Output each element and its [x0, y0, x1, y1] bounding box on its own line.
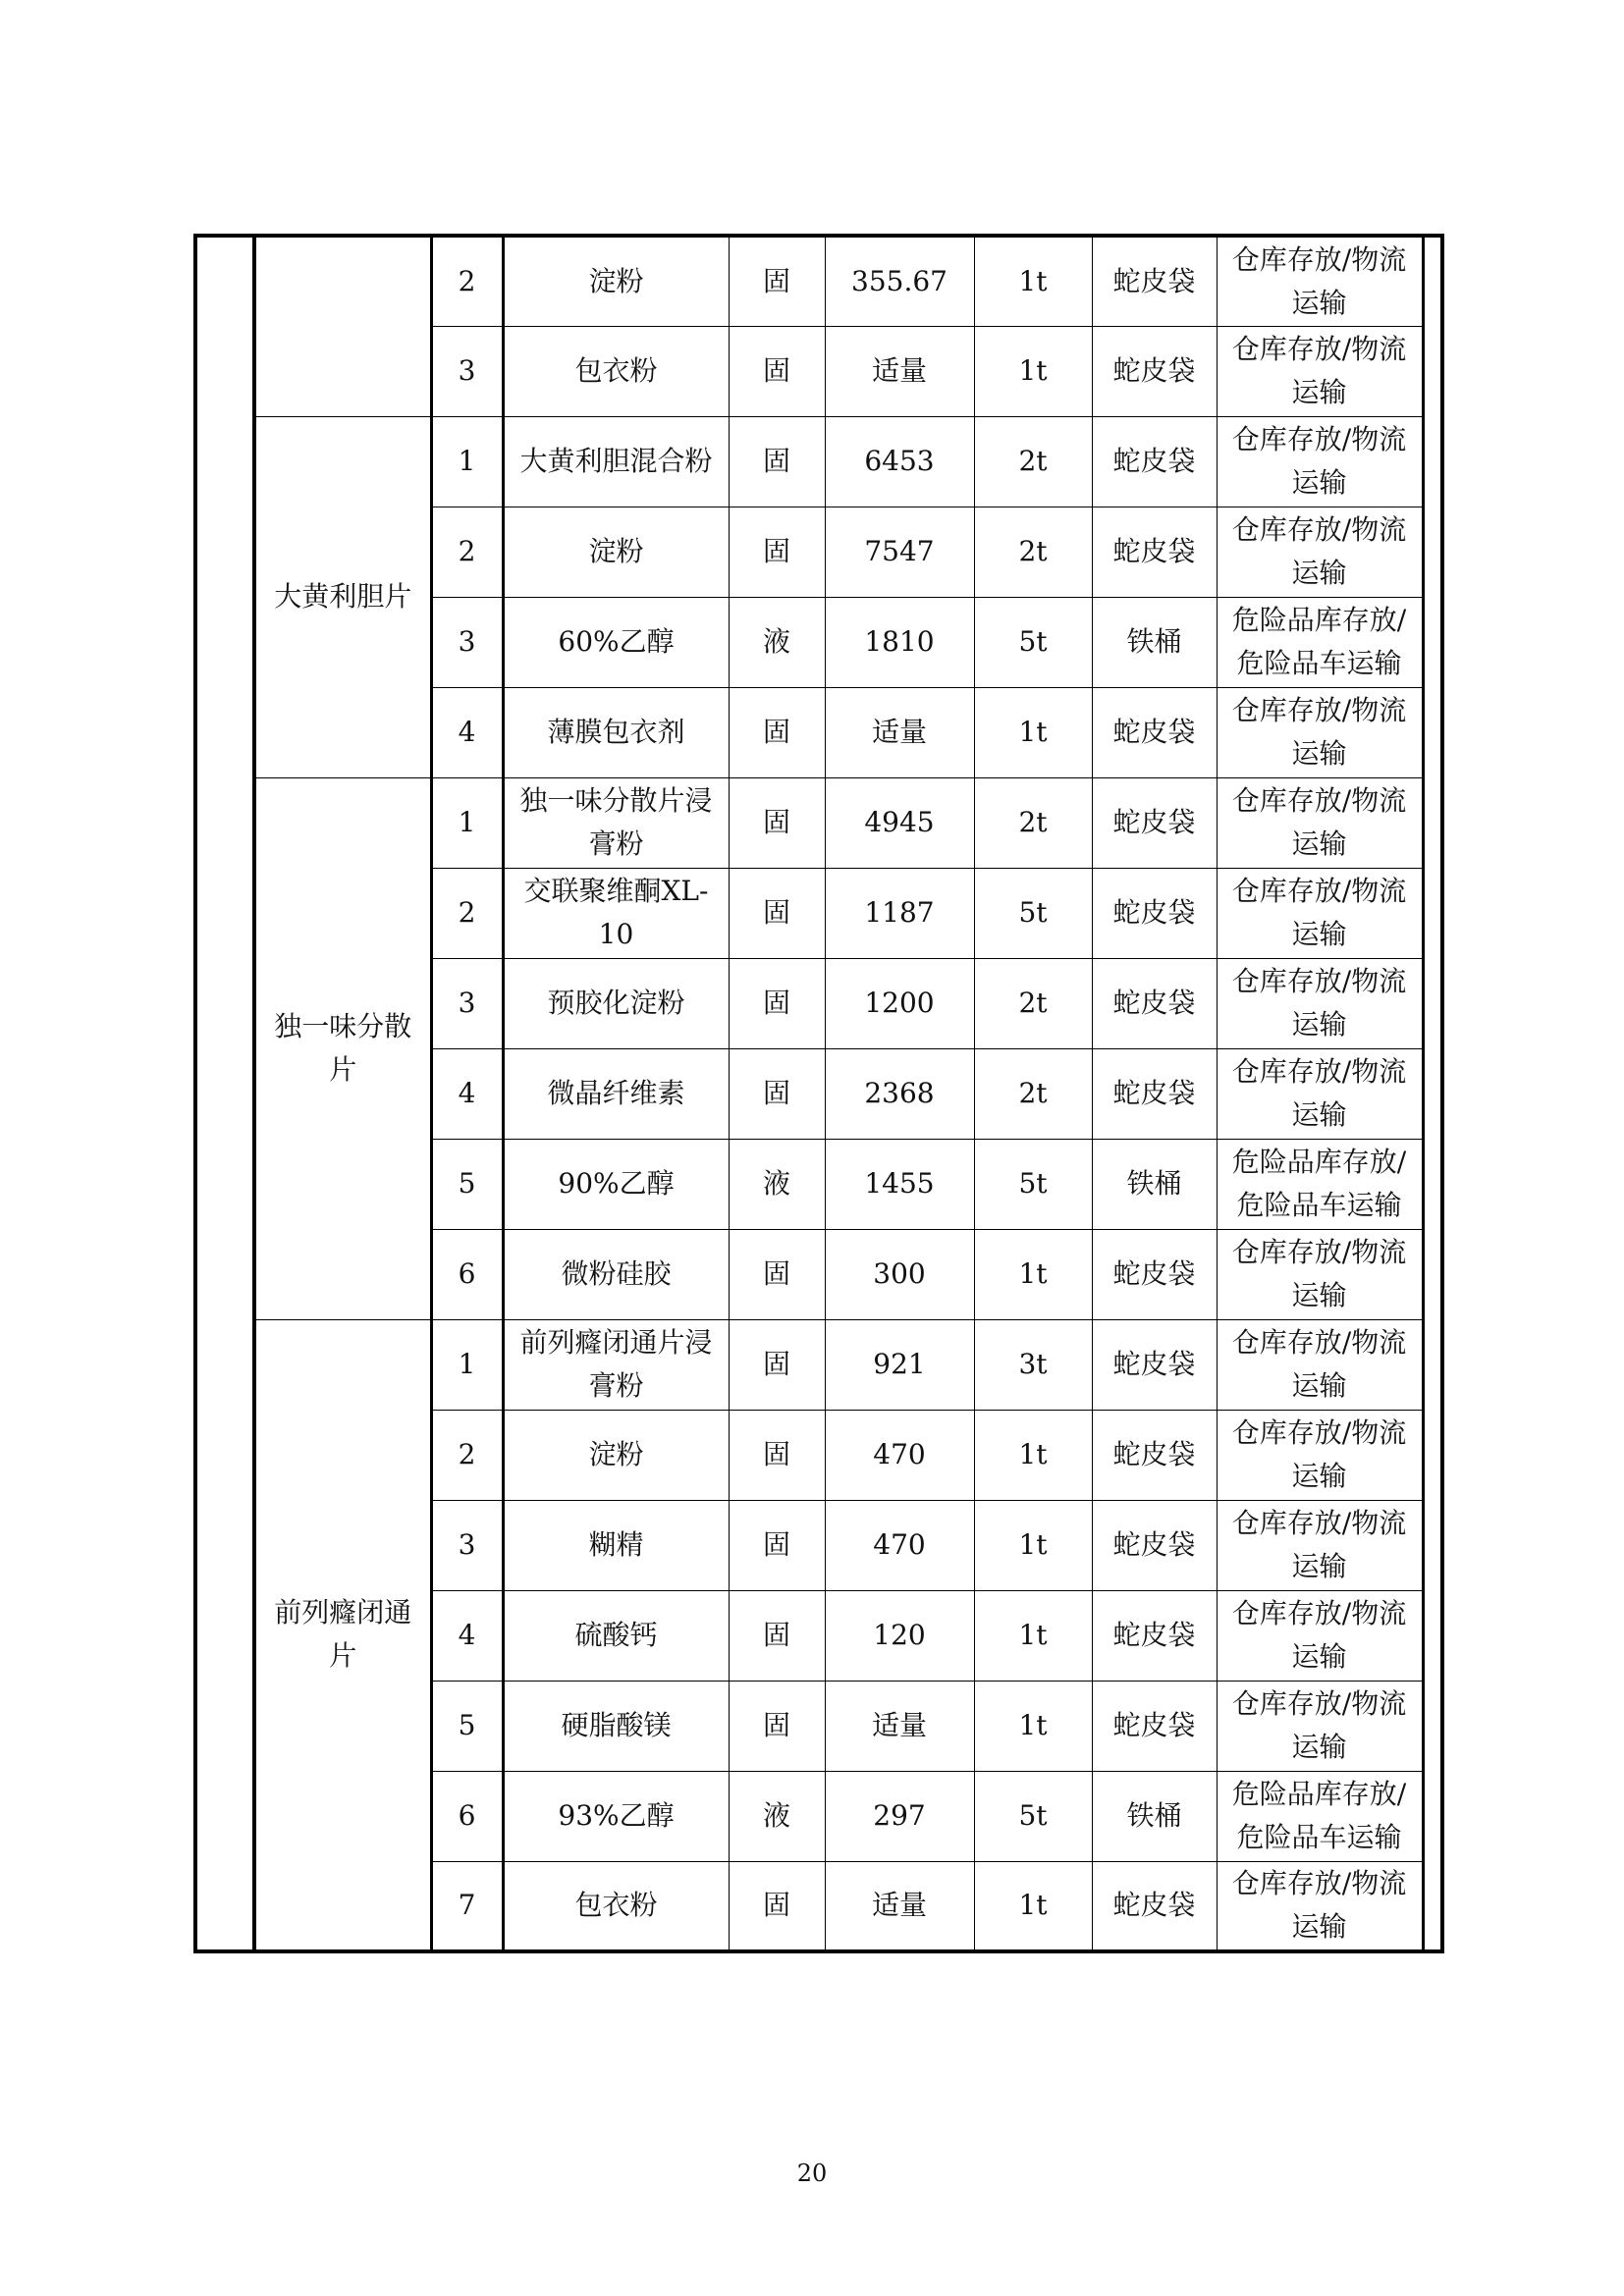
storage-transport-cell: 仓库存放/物流运输	[1217, 1229, 1423, 1319]
state-cell: 固	[729, 1861, 825, 1951]
state-cell: 固	[729, 687, 825, 777]
max-storage-cell: 1t	[974, 1861, 1092, 1951]
quantity-cell: 297	[825, 1771, 974, 1861]
material-name-cell: 糊精	[503, 1500, 729, 1590]
max-storage-cell: 5t	[974, 868, 1092, 958]
product-name-cell: 前列癃闭通片	[254, 1319, 431, 1951]
material-name-cell: 硬脂酸镁	[503, 1681, 729, 1771]
packaging-cell: 铁桶	[1092, 597, 1217, 687]
state-cell: 固	[729, 1681, 825, 1771]
material-name-cell: 淀粉	[503, 1410, 729, 1500]
storage-transport-cell: 危险品库存放/危险品车运输	[1217, 597, 1423, 687]
material-name-cell: 独一味分散片浸膏粉	[503, 777, 729, 868]
storage-transport-cell: 仓库存放/物流运输	[1217, 777, 1423, 868]
max-storage-cell: 1t	[974, 236, 1092, 326]
seq-number-cell: 4	[431, 1048, 503, 1139]
max-storage-cell: 2t	[974, 416, 1092, 507]
product-name-cell	[254, 236, 431, 416]
packaging-cell: 蛇皮袋	[1092, 868, 1217, 958]
seq-number-cell: 1	[431, 1319, 503, 1410]
quantity-cell: 1455	[825, 1139, 974, 1229]
max-storage-cell: 1t	[974, 1500, 1092, 1590]
state-cell: 固	[729, 326, 825, 416]
table-row	[195, 236, 1442, 326]
seq-number-cell: 6	[431, 1771, 503, 1861]
max-storage-cell: 2t	[974, 958, 1092, 1048]
material-name-cell: 淀粉	[503, 236, 729, 326]
material-name-cell: 60%乙醇	[503, 597, 729, 687]
seq-number-cell: 1	[431, 777, 503, 868]
seq-number-cell: 6	[431, 1229, 503, 1319]
state-cell: 固	[729, 1319, 825, 1410]
material-name-cell: 大黄利胆混合粉	[503, 416, 729, 507]
right-margin-cell	[1423, 236, 1442, 1951]
seq-number-cell: 2	[431, 236, 503, 326]
product-name-cell: 大黄利胆片	[254, 416, 431, 777]
max-storage-cell: 1t	[974, 326, 1092, 416]
storage-transport-cell: 仓库存放/物流运输	[1217, 1048, 1423, 1139]
quantity-cell: 适量	[825, 687, 974, 777]
seq-number-cell: 5	[431, 1139, 503, 1229]
packaging-cell: 蛇皮袋	[1092, 326, 1217, 416]
product-name-cell: 独一味分散片	[254, 777, 431, 1319]
page-number: 20	[796, 2160, 828, 2187]
quantity-cell: 470	[825, 1500, 974, 1590]
seq-number-cell: 1	[431, 416, 503, 507]
max-storage-cell: 2t	[974, 777, 1092, 868]
seq-number-cell: 4	[431, 687, 503, 777]
seq-number-cell: 3	[431, 326, 503, 416]
packaging-cell: 蛇皮袋	[1092, 1681, 1217, 1771]
packaging-cell: 蛇皮袋	[1092, 1410, 1217, 1500]
max-storage-cell: 1t	[974, 687, 1092, 777]
raw-material-table	[193, 234, 1444, 1953]
quantity-cell: 7547	[825, 507, 974, 597]
seq-number-cell: 7	[431, 1861, 503, 1951]
material-name-cell: 交联聚维酮XL-10	[503, 868, 729, 958]
material-name-cell: 微晶纤维素	[503, 1048, 729, 1139]
packaging-cell: 蛇皮袋	[1092, 507, 1217, 597]
seq-number-cell: 2	[431, 507, 503, 597]
state-cell: 固	[729, 1500, 825, 1590]
quantity-cell: 适量	[825, 326, 974, 416]
state-cell: 液	[729, 597, 825, 687]
max-storage-cell: 2t	[974, 1048, 1092, 1139]
material-name-cell: 微粉硅胶	[503, 1229, 729, 1319]
quantity-cell: 1810	[825, 597, 974, 687]
packaging-cell: 蛇皮袋	[1092, 236, 1217, 326]
packaging-cell: 蛇皮袋	[1092, 1590, 1217, 1681]
storage-transport-cell: 仓库存放/物流运输	[1217, 958, 1423, 1048]
state-cell: 液	[729, 1771, 825, 1861]
state-cell: 液	[729, 1139, 825, 1229]
storage-transport-cell: 仓库存放/物流运输	[1217, 1319, 1423, 1410]
quantity-cell: 470	[825, 1410, 974, 1500]
packaging-cell: 蛇皮袋	[1092, 1048, 1217, 1139]
quantity-cell: 921	[825, 1319, 974, 1410]
storage-transport-cell: 仓库存放/物流运输	[1217, 1590, 1423, 1681]
quantity-cell: 120	[825, 1590, 974, 1681]
max-storage-cell: 1t	[974, 1410, 1092, 1500]
material-name-cell: 薄膜包衣剂	[503, 687, 729, 777]
seq-number-cell: 3	[431, 958, 503, 1048]
category-cell	[195, 236, 254, 1951]
storage-transport-cell: 危险品库存放/危险品车运输	[1217, 1771, 1423, 1861]
storage-transport-cell: 仓库存放/物流运输	[1217, 1861, 1423, 1951]
material-name-cell: 包衣粉	[503, 1861, 729, 1951]
material-name-cell: 前列癃闭通片浸膏粉	[503, 1319, 729, 1410]
storage-transport-cell: 仓库存放/物流运输	[1217, 1410, 1423, 1500]
packaging-cell: 铁桶	[1092, 1771, 1217, 1861]
storage-transport-cell: 仓库存放/物流运输	[1217, 326, 1423, 416]
storage-transport-cell: 仓库存放/物流运输	[1217, 236, 1423, 326]
state-cell: 固	[729, 236, 825, 326]
seq-number-cell: 5	[431, 1681, 503, 1771]
quantity-cell: 6453	[825, 416, 974, 507]
quantity-cell: 适量	[825, 1681, 974, 1771]
packaging-cell: 蛇皮袋	[1092, 1319, 1217, 1410]
storage-transport-cell: 仓库存放/物流运输	[1217, 868, 1423, 958]
packaging-cell: 蛇皮袋	[1092, 1861, 1217, 1951]
quantity-cell: 2368	[825, 1048, 974, 1139]
material-name-cell: 硫酸钙	[503, 1590, 729, 1681]
max-storage-cell: 1t	[974, 1590, 1092, 1681]
state-cell: 固	[729, 777, 825, 868]
seq-number-cell: 3	[431, 597, 503, 687]
max-storage-cell: 2t	[974, 507, 1092, 597]
max-storage-cell: 3t	[974, 1319, 1092, 1410]
quantity-cell: 适量	[825, 1861, 974, 1951]
quantity-cell: 1200	[825, 958, 974, 1048]
table-row	[195, 1319, 1442, 1410]
state-cell: 固	[729, 1229, 825, 1319]
packaging-cell: 蛇皮袋	[1092, 687, 1217, 777]
quantity-cell: 4945	[825, 777, 974, 868]
material-name-cell: 包衣粉	[503, 326, 729, 416]
seq-number-cell: 4	[431, 1590, 503, 1681]
table-row	[195, 416, 1442, 507]
state-cell: 固	[729, 868, 825, 958]
max-storage-cell: 1t	[974, 1229, 1092, 1319]
packaging-cell: 蛇皮袋	[1092, 416, 1217, 507]
packaging-cell: 蛇皮袋	[1092, 777, 1217, 868]
storage-transport-cell: 仓库存放/物流运输	[1217, 1681, 1423, 1771]
storage-transport-cell: 危险品库存放/危险品车运输	[1217, 1139, 1423, 1229]
table-body	[195, 236, 1442, 1951]
storage-transport-cell: 仓库存放/物流运输	[1217, 416, 1423, 507]
packaging-cell: 蛇皮袋	[1092, 1229, 1217, 1319]
material-name-cell: 93%乙醇	[503, 1771, 729, 1861]
quantity-cell: 1187	[825, 868, 974, 958]
max-storage-cell: 1t	[974, 1681, 1092, 1771]
storage-transport-cell: 仓库存放/物流运输	[1217, 507, 1423, 597]
material-name-cell: 淀粉	[503, 507, 729, 597]
state-cell: 固	[729, 1048, 825, 1139]
max-storage-cell: 5t	[974, 1139, 1092, 1229]
state-cell: 固	[729, 1410, 825, 1500]
max-storage-cell: 5t	[974, 597, 1092, 687]
state-cell: 固	[729, 507, 825, 597]
packaging-cell: 铁桶	[1092, 1139, 1217, 1229]
state-cell: 固	[729, 958, 825, 1048]
material-name-cell: 90%乙醇	[503, 1139, 729, 1229]
max-storage-cell: 5t	[974, 1771, 1092, 1861]
seq-number-cell: 2	[431, 868, 503, 958]
seq-number-cell: 2	[431, 1410, 503, 1500]
packaging-cell: 蛇皮袋	[1092, 958, 1217, 1048]
seq-number-cell: 3	[431, 1500, 503, 1590]
state-cell: 固	[729, 1590, 825, 1681]
storage-transport-cell: 仓库存放/物流运输	[1217, 687, 1423, 777]
quantity-cell: 355.67	[825, 236, 974, 326]
state-cell: 固	[729, 416, 825, 507]
quantity-cell: 300	[825, 1229, 974, 1319]
table-row	[195, 777, 1442, 868]
material-name-cell: 预胶化淀粉	[503, 958, 729, 1048]
storage-transport-cell: 仓库存放/物流运输	[1217, 1500, 1423, 1590]
packaging-cell: 蛇皮袋	[1092, 1500, 1217, 1590]
